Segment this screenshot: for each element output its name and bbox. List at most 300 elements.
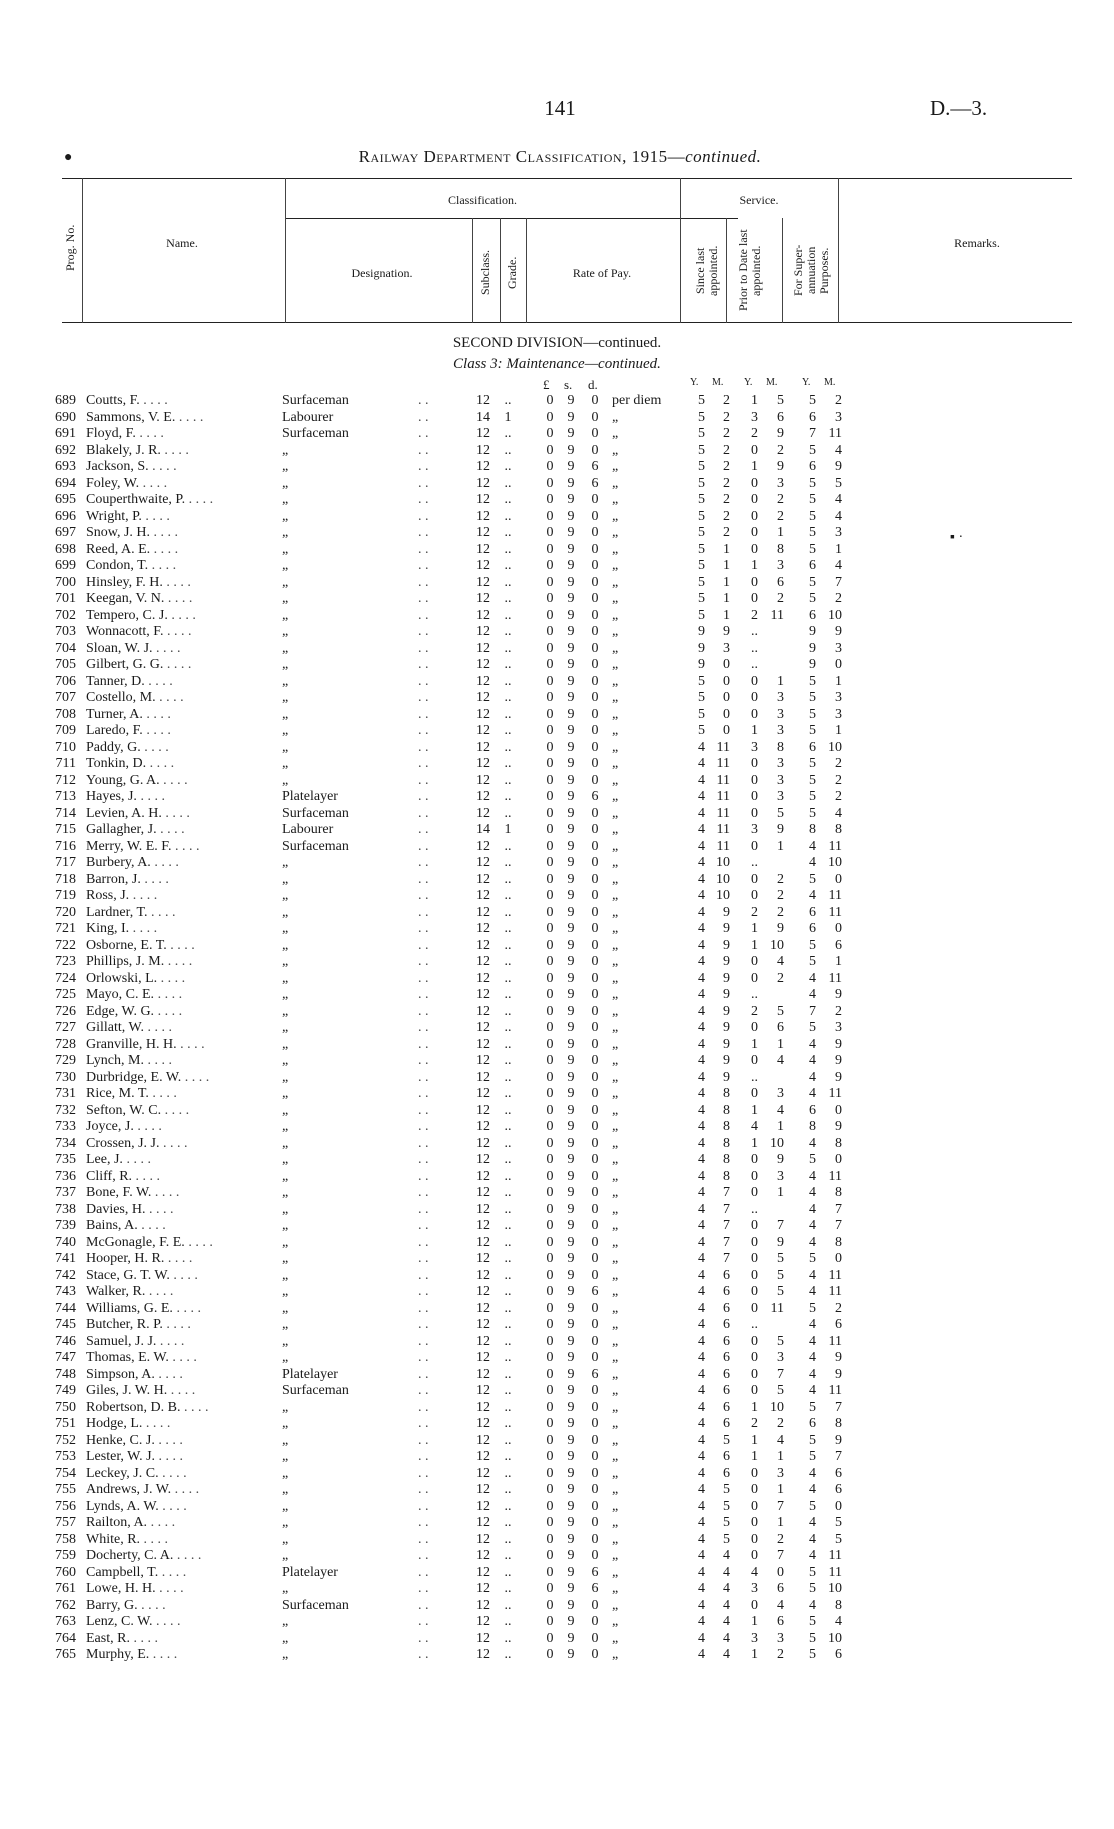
grade: .. xyxy=(504,1416,512,1431)
prior-years: 1 xyxy=(751,1432,758,1448)
superannuation-months: 8 xyxy=(835,1597,842,1613)
grade: .. xyxy=(504,1152,512,1167)
superannuation-months: 2 xyxy=(835,1003,842,1019)
prior-months: 3 xyxy=(777,475,784,491)
subclass: 12 xyxy=(476,723,490,738)
designation: „ xyxy=(282,1399,289,1415)
designation: „ xyxy=(282,904,289,920)
prior-years: .. xyxy=(751,624,758,639)
since-last-years: 5 xyxy=(698,723,705,738)
pay-pounds: 0 xyxy=(546,1416,554,1431)
pay-unit: „ xyxy=(612,904,619,920)
pay-pounds: 0 xyxy=(546,1515,554,1530)
leader-dots: . . xyxy=(418,1284,429,1299)
superannuation-months: 9 xyxy=(835,1432,842,1448)
pay-unit: „ xyxy=(612,1647,619,1662)
prior-years: 0 xyxy=(751,525,758,540)
prog-number: 723 xyxy=(55,954,76,969)
superannuation-years: 5 xyxy=(809,772,816,788)
prior-years: 0 xyxy=(751,1383,758,1398)
leader-dots: . . xyxy=(418,1086,429,1101)
designation: „ xyxy=(282,1069,289,1085)
prog-number: 735 xyxy=(55,1152,76,1167)
subclass: 12 xyxy=(476,921,490,936)
table-row xyxy=(0,1301,1114,1318)
pay-shillings: 9 xyxy=(567,1531,575,1547)
superannuation-years: 4 xyxy=(809,1069,816,1085)
pay-shillings: 9 xyxy=(567,459,575,474)
col-divider xyxy=(726,218,727,323)
prog-number: 699 xyxy=(55,558,76,573)
prior-months: 2 xyxy=(777,1647,784,1662)
since-last-years: 4 xyxy=(698,1251,705,1266)
grade: .. xyxy=(504,1251,512,1266)
since-last-years: 4 xyxy=(698,1366,705,1382)
table-row xyxy=(0,690,1114,707)
prior-years: 0 xyxy=(751,1251,758,1266)
since-last-years: 5 xyxy=(698,459,705,474)
leader-dots: . . xyxy=(418,574,429,590)
superannuation-months: 6 xyxy=(835,1465,842,1481)
grade: .. xyxy=(504,789,512,804)
designation: „ xyxy=(282,558,289,573)
since-last-years: 4 xyxy=(698,1003,705,1019)
subclass: 12 xyxy=(476,607,490,623)
designation: Labourer xyxy=(282,822,334,837)
since-last-years: 9 xyxy=(698,657,705,672)
prior-months: 4 xyxy=(777,954,784,969)
prog-number: 716 xyxy=(55,838,76,854)
prior-years: .. xyxy=(751,855,758,870)
leader-dots: . . xyxy=(418,1630,429,1646)
prior-months: 2 xyxy=(777,442,784,458)
prior-months: 1 xyxy=(777,1482,784,1497)
pay-pounds: 0 xyxy=(546,541,554,557)
since-last-years: 9 xyxy=(698,624,705,639)
subclass: 12 xyxy=(476,838,490,854)
since-last-months: 4 xyxy=(723,1564,730,1580)
superannuation-months: 9 xyxy=(835,987,842,1002)
since-last-months: 1 xyxy=(723,541,730,557)
pay-shillings: 9 xyxy=(567,1201,575,1217)
superannuation-months: 2 xyxy=(835,393,842,408)
grade: .. xyxy=(504,1069,512,1085)
since-last-years: 4 xyxy=(698,1581,705,1596)
pay-unit: per diem xyxy=(612,393,662,408)
designation: Surfaceman xyxy=(282,1383,349,1398)
pay-pence: 0 xyxy=(591,1168,599,1184)
prog-number: 704 xyxy=(55,640,76,656)
superannuation-months: 11 xyxy=(828,970,842,986)
since-last-months: 5 xyxy=(723,1432,730,1448)
prior-months: 2 xyxy=(777,888,784,903)
pay-unit: „ xyxy=(612,1366,619,1382)
grade: .. xyxy=(504,1597,512,1613)
leader-dots: . . xyxy=(418,459,429,474)
prior-years: 0 xyxy=(751,690,758,705)
superannuation-years: 4 xyxy=(809,1350,816,1365)
header-grade: Grade. xyxy=(505,256,519,290)
pay-unit: „ xyxy=(612,706,619,722)
table-header xyxy=(62,178,1072,323)
superannuation-years: 5 xyxy=(809,673,816,689)
grade: .. xyxy=(504,1498,512,1514)
superannuation-years: 9 xyxy=(809,640,816,656)
staff-name: Laredo, F. . . xyxy=(86,723,266,740)
superannuation-months: 6 xyxy=(835,1482,842,1497)
designation: Surfaceman xyxy=(282,838,349,854)
pay-pounds: 0 xyxy=(546,1135,554,1151)
table-row xyxy=(0,476,1114,493)
superannuation-months: 11 xyxy=(828,1383,842,1398)
pay-pounds: 0 xyxy=(546,838,554,854)
subclass: 12 xyxy=(476,805,490,821)
table-row xyxy=(0,1499,1114,1516)
prior-years: 1 xyxy=(751,1614,758,1629)
running-title-suffix: continued. xyxy=(685,147,762,166)
leader-dots: . . xyxy=(418,1548,429,1563)
designation: „ xyxy=(282,673,289,689)
since-last-months: 9 xyxy=(723,1036,730,1052)
table-row xyxy=(0,1251,1114,1268)
since-last-years: 4 xyxy=(698,1036,705,1052)
table-row xyxy=(0,707,1114,724)
pay-unit: „ xyxy=(612,640,619,656)
prog-number: 722 xyxy=(55,937,76,953)
pay-shillings: 9 xyxy=(567,1383,575,1398)
pay-unit: „ xyxy=(612,1069,619,1085)
pay-pence: 0 xyxy=(591,855,599,870)
staff-name: Williams, G. E. . . xyxy=(86,1301,266,1318)
grade: .. xyxy=(504,1647,512,1662)
pay-pounds: 0 xyxy=(546,723,554,738)
leader-dots: . . xyxy=(418,1432,429,1448)
subclass: 12 xyxy=(476,1630,490,1646)
table-row xyxy=(0,558,1114,575)
table-row xyxy=(0,1268,1114,1285)
subclass: 12 xyxy=(476,1350,490,1365)
since-last-years: 4 xyxy=(698,1383,705,1398)
table-row xyxy=(0,1466,1114,1483)
pay-pounds: 0 xyxy=(546,937,554,953)
leader-dots: . . xyxy=(418,657,429,672)
leader-dots: . . xyxy=(418,1465,429,1481)
superannuation-months: 2 xyxy=(835,772,842,788)
designation: „ xyxy=(282,1449,289,1464)
leader-dots: . . xyxy=(418,1053,429,1068)
pay-pounds: 0 xyxy=(546,475,554,491)
since-last-months: 6 xyxy=(723,1284,730,1299)
table-row xyxy=(0,905,1114,922)
prior-years: 2 xyxy=(751,1416,758,1431)
pay-pence: 0 xyxy=(591,739,599,755)
superannuation-years: 5 xyxy=(809,937,816,953)
prior-months: 1 xyxy=(777,1515,784,1530)
subclass: 12 xyxy=(476,426,490,441)
superannuation-years: 8 xyxy=(809,1119,816,1134)
since-last-months: 3 xyxy=(723,640,730,656)
table-row xyxy=(0,1185,1114,1202)
prog-number: 729 xyxy=(55,1053,76,1068)
superannuation-months: 4 xyxy=(835,442,842,458)
pay-unit: „ xyxy=(612,1432,619,1448)
staff-name: Sefton, W. C. . . xyxy=(86,1103,266,1120)
pay-shillings: 9 xyxy=(567,921,575,936)
pay-pence: 0 xyxy=(591,1152,599,1167)
pay-pence: 0 xyxy=(591,937,599,953)
subclass: 12 xyxy=(476,508,490,524)
pay-pence: 0 xyxy=(591,1531,599,1547)
division-heading: SECOND DIVISION—continued. xyxy=(452,335,662,351)
superannuation-months: 9 xyxy=(835,1119,842,1134)
superannuation-months: 11 xyxy=(828,838,842,854)
pay-unit: „ xyxy=(612,1581,619,1596)
superannuation-months: 1 xyxy=(835,954,842,969)
staff-name: Osborne, E. T. . . xyxy=(86,938,266,955)
superannuation-months: 3 xyxy=(835,706,842,722)
designation: „ xyxy=(282,888,289,903)
pay-pence: 0 xyxy=(591,1482,599,1497)
prior-months: 9 xyxy=(777,822,784,837)
staff-name: King, I. . . xyxy=(86,921,266,938)
superannuation-years: 7 xyxy=(809,426,816,441)
leader-dots: . . xyxy=(418,1564,429,1580)
prog-number: 734 xyxy=(55,1135,76,1151)
superannuation-years: 5 xyxy=(809,954,816,969)
since-last-months: 6 xyxy=(723,1383,730,1398)
leader-dots: . . xyxy=(418,1119,429,1134)
prior-years: 0 xyxy=(751,789,758,804)
pay-pence: 0 xyxy=(591,1317,599,1332)
designation: Platelayer xyxy=(282,1564,338,1580)
prog-number: 691 xyxy=(55,426,76,441)
subclass: 12 xyxy=(476,1366,490,1382)
superannuation-months: 11 xyxy=(828,1086,842,1101)
since-last-years: 4 xyxy=(698,1564,705,1580)
pay-pence: 0 xyxy=(591,607,599,623)
superannuation-years: 4 xyxy=(809,970,816,986)
superannuation-years: 5 xyxy=(809,690,816,705)
table-row xyxy=(0,1020,1114,1037)
prior-months: 3 xyxy=(777,1086,784,1101)
pay-pence: 0 xyxy=(591,1003,599,1019)
since-last-months: 0 xyxy=(723,723,730,738)
prior-years: 0 xyxy=(751,591,758,606)
pay-unit: „ xyxy=(612,1548,619,1563)
since-last-months: 11 xyxy=(716,805,730,821)
pay-unit: „ xyxy=(612,855,619,870)
pay-unit: „ xyxy=(612,624,619,639)
superannuation-years: 9 xyxy=(809,657,816,672)
grade: .. xyxy=(504,690,512,705)
pay-pence: 0 xyxy=(591,921,599,936)
prog-number: 693 xyxy=(55,459,76,474)
class-heading: Class 3: Maintenance—continued. xyxy=(453,356,661,372)
superannuation-years: 6 xyxy=(809,459,816,474)
since-last-months: 9 xyxy=(723,1003,730,1019)
pay-pence: 0 xyxy=(591,1647,599,1662)
superannuation-months: 9 xyxy=(835,459,842,474)
superannuation-years: 4 xyxy=(809,1482,816,1497)
since-last-years: 4 xyxy=(698,1152,705,1167)
prog-number: 689 xyxy=(55,393,76,408)
prog-number: 755 xyxy=(55,1482,76,1497)
leader-dots: . . xyxy=(418,1185,429,1200)
pay-pence: 0 xyxy=(591,822,599,837)
prior-months: 7 xyxy=(777,1218,784,1233)
prog-number: 703 xyxy=(55,624,76,639)
pay-shillings: 9 xyxy=(567,838,575,854)
superannuation-months: 3 xyxy=(835,640,842,656)
since-last-years: 4 xyxy=(698,1069,705,1085)
superannuation-months: 10 xyxy=(828,1581,842,1596)
since-last-years: 5 xyxy=(698,574,705,590)
superannuation-years: 4 xyxy=(809,1366,816,1382)
prior-years: 2 xyxy=(751,426,758,441)
since-last-months: 2 xyxy=(723,459,730,474)
superannuation-months: 8 xyxy=(835,1416,842,1431)
staff-name: Barron, J. . . xyxy=(86,872,266,889)
pay-unit: „ xyxy=(612,1614,619,1629)
table-row xyxy=(0,1647,1114,1664)
table-row xyxy=(0,1169,1114,1186)
grade: .. xyxy=(504,1168,512,1184)
since-last-years: 4 xyxy=(698,1432,705,1448)
pay-unit: „ xyxy=(612,1333,619,1349)
since-last-months: 4 xyxy=(723,1614,730,1629)
since-last-months: 9 xyxy=(723,921,730,936)
pay-unit: „ xyxy=(612,1218,619,1233)
table-row xyxy=(0,921,1114,938)
pay-pounds: 0 xyxy=(546,1564,554,1580)
prior-years: 0 xyxy=(751,1168,758,1184)
pay-shillings: 9 xyxy=(567,954,575,969)
pay-shillings: 9 xyxy=(567,574,575,590)
prog-number: 721 xyxy=(55,921,76,936)
staff-name: Condon, T. . . xyxy=(86,558,266,575)
pay-unit: „ xyxy=(612,756,619,771)
prior-years: 0 xyxy=(751,1333,758,1349)
table-row xyxy=(0,723,1114,740)
leader-dots: . . xyxy=(418,1152,429,1167)
since-last-months: 8 xyxy=(723,1135,730,1151)
staff-name: Burbery, A. . . xyxy=(86,855,266,872)
pay-unit: „ xyxy=(612,1168,619,1184)
table-row xyxy=(0,1053,1114,1070)
table-row xyxy=(0,575,1114,592)
pay-unit: „ xyxy=(612,1086,619,1101)
pay-shillings: 9 xyxy=(567,987,575,1002)
pay-unit: „ xyxy=(612,838,619,854)
pay-unit: „ xyxy=(612,1449,619,1464)
staff-name: Reed, A. E. . . xyxy=(86,542,266,559)
table-row xyxy=(0,657,1114,674)
stray-ink-mark: ▪ · xyxy=(950,530,964,545)
designation: „ xyxy=(282,1432,289,1448)
pay-shillings: 9 xyxy=(567,970,575,986)
prog-number: 717 xyxy=(55,855,76,870)
pay-pounds: 0 xyxy=(546,871,554,887)
superannuation-years: 5 xyxy=(809,1251,816,1266)
grade: .. xyxy=(504,673,512,689)
superannuation-years: 5 xyxy=(809,1449,816,1464)
leader-dots: . . xyxy=(418,591,429,606)
pay-unit: „ xyxy=(612,987,619,1002)
prior-years: .. xyxy=(751,1201,758,1217)
since-last-months: 11 xyxy=(716,739,730,755)
staff-name: Foley, W. . . xyxy=(86,476,266,493)
header-remarks: Remarks. xyxy=(954,236,1000,250)
staff-name: Gilbert, G. G. . . xyxy=(86,657,266,674)
leader-dots: . . xyxy=(418,640,429,656)
leader-dots: . . xyxy=(418,1201,429,1217)
pay-unit: „ xyxy=(612,541,619,557)
pay-pence: 0 xyxy=(591,442,599,458)
table-row xyxy=(0,1136,1114,1153)
table-row xyxy=(0,1350,1114,1367)
header-since-last: Since last appointed. xyxy=(693,245,720,296)
staff-name: Blakely, J. R. . . xyxy=(86,443,266,460)
pay-pounds: 0 xyxy=(546,805,554,821)
pay-pence: 6 xyxy=(591,459,599,474)
prior-months: 7 xyxy=(777,1498,784,1514)
prior-months: 1 xyxy=(777,838,784,854)
prior-years: 0 xyxy=(751,954,758,969)
prior-months: 6 xyxy=(777,1581,784,1596)
prior-months: 6 xyxy=(777,1020,784,1035)
staff-name: Turner, A. . . xyxy=(86,707,266,724)
pay-pence: 0 xyxy=(591,1416,599,1431)
subclass: 12 xyxy=(476,1119,490,1134)
pay-unit: „ xyxy=(612,459,619,474)
prior-months: 3 xyxy=(777,1630,784,1646)
since-last-months: 9 xyxy=(723,954,730,969)
pay-pence: 0 xyxy=(591,1251,599,1266)
since-last-years: 4 xyxy=(698,1399,705,1415)
prior-months: 1 xyxy=(777,1119,784,1134)
pay-unit: „ xyxy=(612,426,619,441)
grade: .. xyxy=(504,442,512,458)
pay-unit: „ xyxy=(612,409,619,425)
leader-dots: . . xyxy=(418,987,429,1002)
since-last-years: 4 xyxy=(698,805,705,821)
pay-pounds: 0 xyxy=(546,1449,554,1464)
superannuation-months: 7 xyxy=(835,1449,842,1464)
designation: „ xyxy=(282,1267,289,1283)
leader-dots: . . xyxy=(418,442,429,458)
since-last-months: 9 xyxy=(723,970,730,986)
pay-shillings: 9 xyxy=(567,690,575,705)
prior-months: 2 xyxy=(777,508,784,524)
subclass: 12 xyxy=(476,591,490,606)
subclass: 12 xyxy=(476,393,490,408)
col-divider xyxy=(838,178,839,323)
grade: .. xyxy=(504,1350,512,1365)
designation: „ xyxy=(282,1168,289,1184)
grade: .. xyxy=(504,475,512,491)
superannuation-years: 4 xyxy=(809,1317,816,1332)
grade: .. xyxy=(504,739,512,755)
prior-months: 2 xyxy=(777,970,784,986)
since-last-months: 2 xyxy=(723,393,730,408)
prog-number: 760 xyxy=(55,1564,76,1580)
pay-shillings: 9 xyxy=(567,409,575,425)
subclass: 12 xyxy=(476,1465,490,1481)
prior-months: 6 xyxy=(777,409,784,425)
designation: „ xyxy=(282,1548,289,1563)
prog-number: 718 xyxy=(55,871,76,887)
pay-shillings: 9 xyxy=(567,657,575,672)
